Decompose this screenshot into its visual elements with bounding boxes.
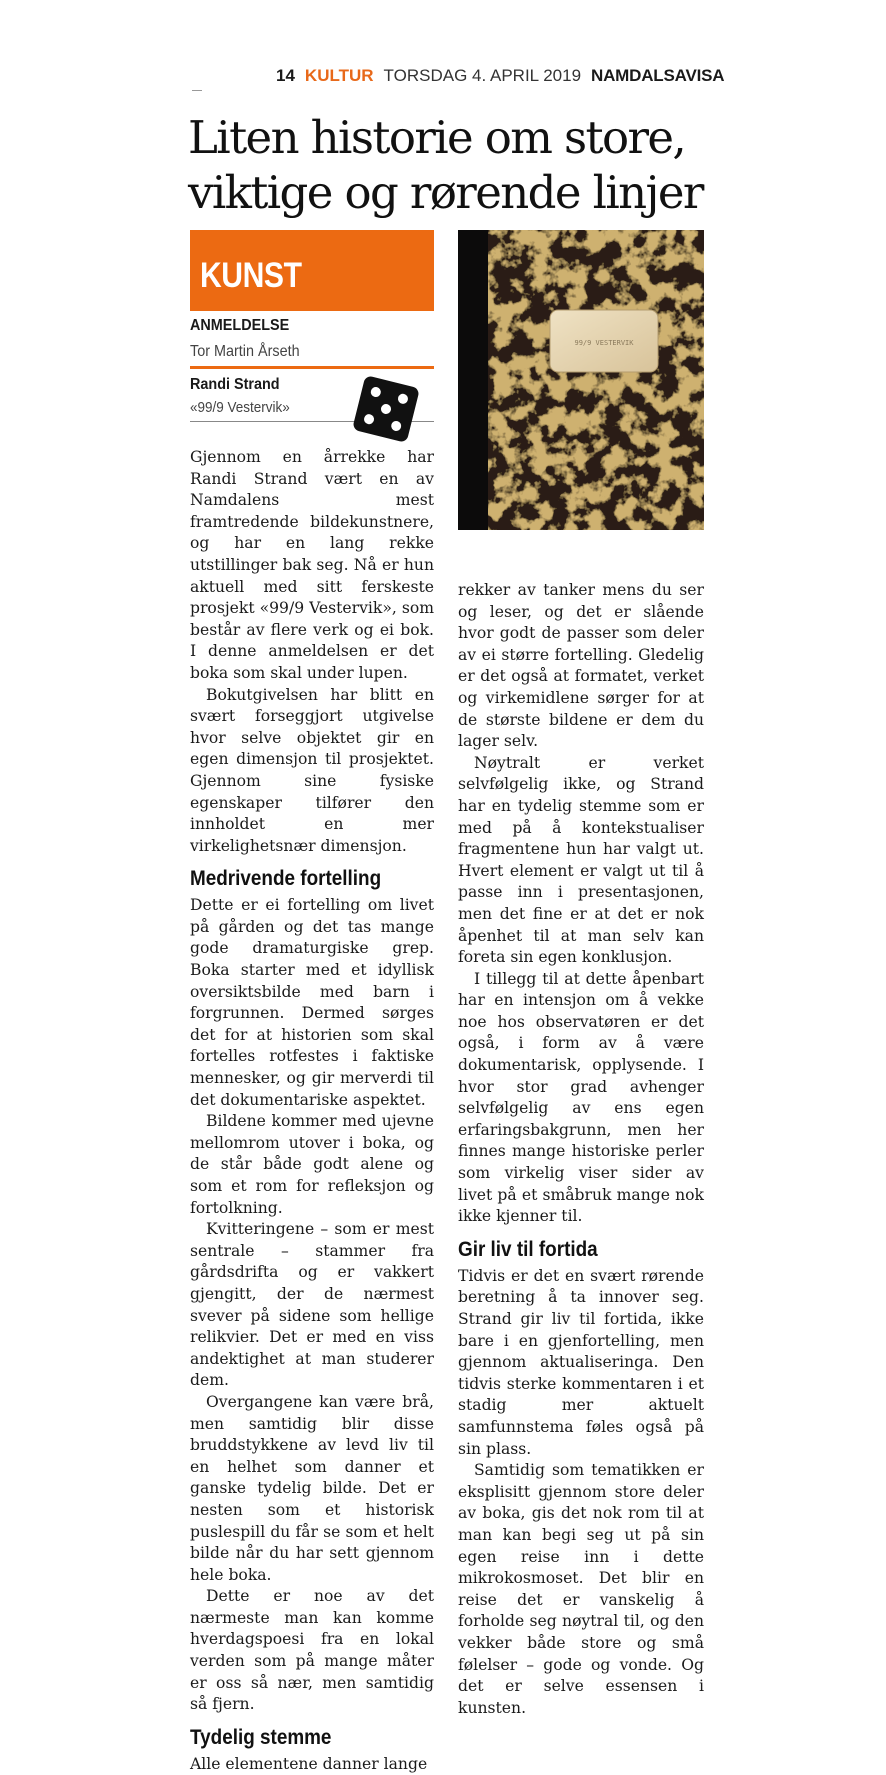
paragraph: Tidvis er det en svært rørende beretning å ta innover seg. Strand gir liv til fortida, ikke bare i en gjenfortelling, men gjennom aktualiseringa. Den tidvis sterke kommentaren i et stadig mer aktuelt samfunnstema føles også på sin plass.: [458, 1266, 704, 1458]
paragraph: Nøytralt er verket selvfølgelig ikke, og Strand har en tydelig stemme som er med på å kontekstualiser fragmentene hun har valgt ut. Hvert element er valgt ut til å passe inn i presentasjonen, men det fine er at det er nok åpenhet til at man selv kan foreta sin egen konklusjon.: [458, 753, 704, 967]
reviewer-name: Tor Martin Årseth: [190, 343, 300, 360]
book-cover-photo: [458, 230, 704, 530]
dice-five-icon: [350, 373, 422, 445]
paragraph: Samtidig som tematikken er eksplisitt gjennom store deler av boka, gis det nok rom til at man kan begi seg ut på sin egen reise inn i dette mikrokosmoset. Det blir en reise det er vanskelig å forholde seg nøytral til, og den vekker både store og små følelser – gode og vonde. Og det er selve essensen i kunsten.: [458, 1461, 704, 1717]
review-type: ANMELDELSE: [190, 317, 290, 334]
paragraph: Bokutgivelsen har blitt en svært forseggjort utgivelse hvor selve objektet gir en egen dimensjon til prosjektet. Gjennom sine fysiske egenskaper tilfører den innholdet en mer virkelighetsnær dimensjon.: [190, 685, 434, 855]
paragraph: Overgangene kan være brå, men samtidig blir disse bruddstykkene av levd liv til en helhet som danner et ganske tydelig bilde. Det er nesten som et historisk puslespill du får se som et helt bilde når du har sett gjennom hele boka.: [190, 1392, 434, 1584]
work-title: «99/9 Vestervik»: [190, 399, 290, 416]
category-label: KUNST: [200, 256, 302, 295]
article-body-right-column: [458, 580, 704, 1719]
paragraph: rekker av tanker mens du ser og leser, og det er slående hvor godt de passer som deler av ei større fortelling. Gledelig er det også at formatet, verket og virkemidlene sørger for at de største bildene er dem du lager selv.: [458, 581, 704, 751]
publication-name: NAMDALSAVISA: [591, 66, 725, 85]
paragraph: Dette er noe av det nærmeste man kan komme hverdagspoesi fra en lokal verden som på mange måter er oss så nær, men samtidig så fjern.: [190, 1587, 434, 1714]
header-tick-mark: [192, 90, 202, 91]
subheading: Medrivende fortelling: [190, 867, 382, 891]
category-banner: [190, 230, 434, 311]
page-number: 14: [276, 66, 295, 85]
subheading: Gir liv til fortida: [458, 1237, 598, 1261]
book-label-text: 99/9 VESTERVIK: [574, 339, 634, 347]
artist-name: Randi Strand: [190, 376, 280, 393]
paragraph: Dette er ei fortelling om livet på gården og det tas mange gode dramaturgiske grep. Boka starter med et idyllisk oversiktsbilde med barn i forgrunnen. Dermed sørges det for at historien som skal fortelles rotfestes i faktiske mennesker, og gir merverdi til det dokumentariske aspektet.: [190, 896, 434, 1109]
article-body-left-column: [190, 447, 434, 1775]
orange-divider: [190, 366, 434, 369]
subheading: Tydelig stemme: [190, 1725, 332, 1749]
page-header: [276, 66, 736, 90]
issue-date: TORSDAG 4. APRIL 2019: [383, 66, 582, 85]
paragraph: I tillegg til at dette åpenbart har en intensjon om å vekke noe hos observatøren er det også, i form av å være dokumentarisk, opplysende. I hvor stor grad avhenger selvfølgelig av ens egen erfaringsbakgrunn, men her finnes mange historiske perler som virkelig viser sider av livet på et småbruk mange nok ikke kjenner til.: [458, 969, 704, 1226]
paragraph: Kvitteringene – som er mest sentrale – stammer fra gårdsdrifta og er vakkert gjengitt, der de nærmest svever på sidene som hellige relikvier. Det er med en viss andektighet at man studerer dem.: [190, 1220, 434, 1390]
paragraph: Gjennom en årrekke har Randi Strand vært en av Namdalens mest framtredende bildekunstnere, og har en lang rekke utstillinger bak seg. Nå er hun aktuell med sitt ferskeste prosjekt «99/9 Vestervik», som består av flere verk og ei bok. I denne anmeldelsen er det boka som skal under lupen.: [190, 448, 434, 682]
paragraph: Bildene kommer med ujevne mellomrom utover i boka, og de står både godt alene og som et rom for refleksjon og fortolkning.: [190, 1112, 434, 1217]
paragraph: Alle elementene danner lange: [190, 1754, 428, 1773]
headline: Liten historie om store, viktige og rørende linjer: [188, 111, 703, 219]
section-name: KULTUR: [304, 66, 374, 85]
